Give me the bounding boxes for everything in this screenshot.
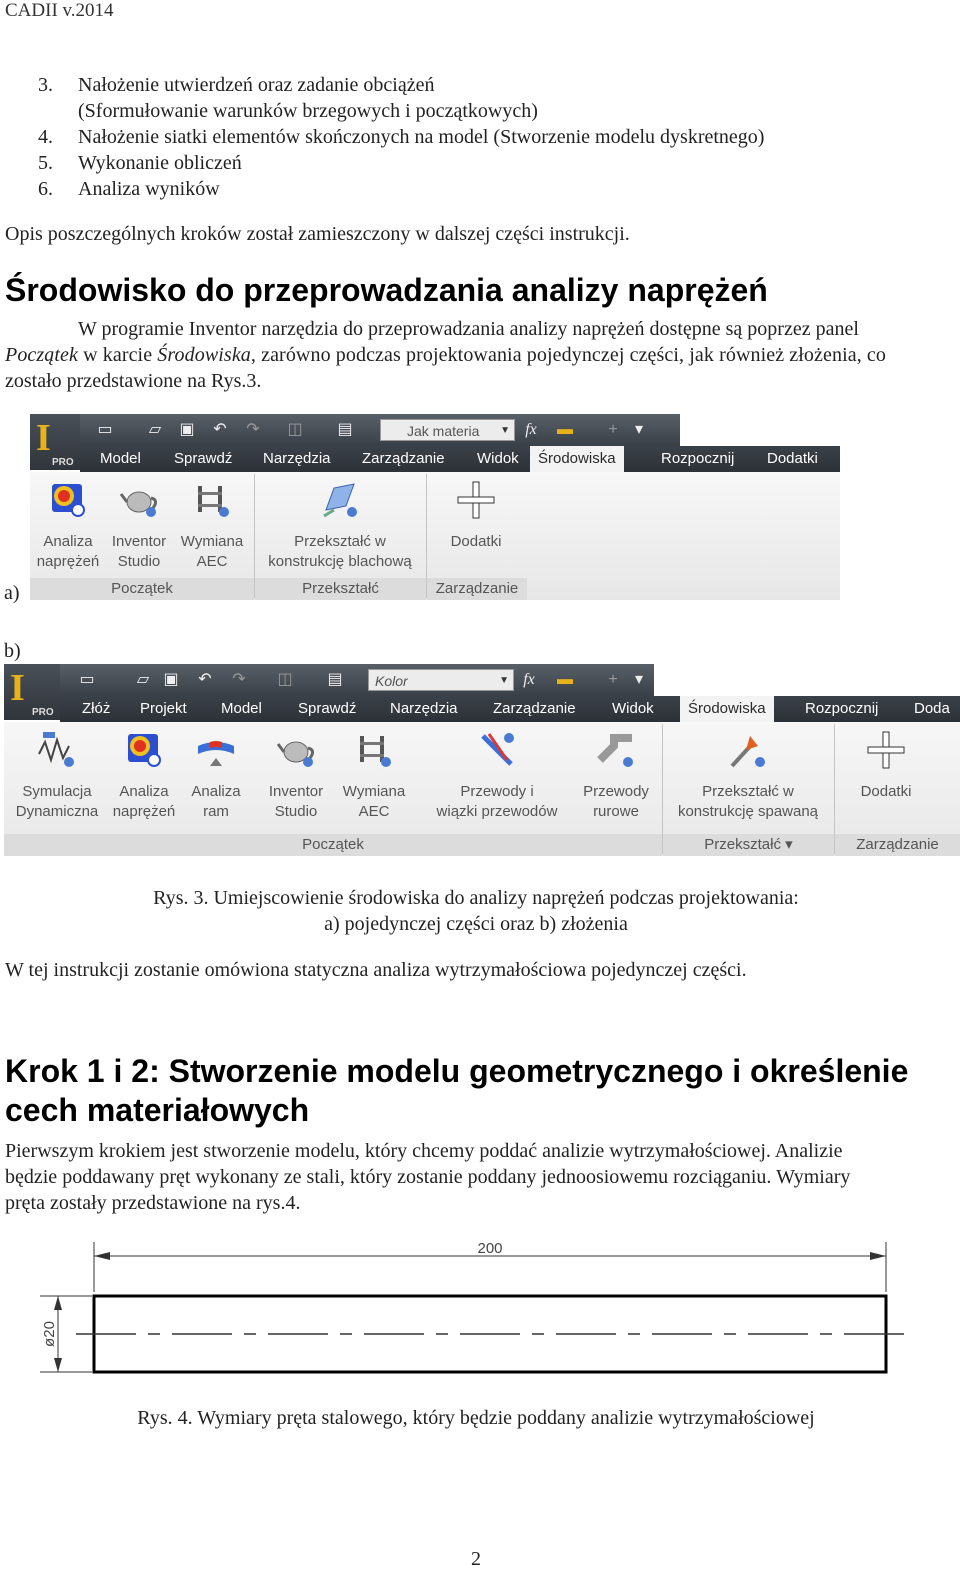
inventor-studio-button[interactable]: Inventor Studio (104, 480, 174, 572)
list-item: 5. Wykonanie obliczeń (38, 152, 242, 174)
tab-design[interactable]: Projekt (140, 700, 187, 717)
dynamic-simulation-icon (37, 730, 77, 770)
tab-get-started[interactable]: Rozpocznij (661, 450, 735, 467)
stress-analysis-icon (124, 730, 164, 770)
chevron-down-icon: ▼ (499, 675, 509, 686)
paragraph-line: będzie poddawany pręt wykonany ze stali, który zostanie poddany jednoosiowemu rozciąganiu. Wymiary (5, 1166, 851, 1188)
select-icon[interactable]: ▤ (327, 671, 343, 688)
tab-tools[interactable]: Narzędzia (263, 450, 331, 467)
list-item: 6. Analiza wyników (38, 178, 220, 200)
app-logo[interactable]: I PRO (30, 414, 80, 470)
tab-model[interactable]: Model (100, 450, 141, 467)
group-label-convert: Przekształć (255, 578, 426, 600)
tab-model[interactable]: Model (221, 700, 262, 717)
convert-weldment-button[interactable]: Przekształć w konstrukcję spawaną (664, 730, 832, 822)
page-number: 2 (471, 1548, 481, 1570)
heading-line: cech materiałowych (5, 1092, 310, 1128)
ribbon-a (30, 414, 840, 600)
group-label-manage: Zarządzanie (835, 834, 960, 856)
tab-inspect[interactable]: Sprawdź (298, 700, 357, 717)
paragraph-line: Pierwszym krokiem jest stworzenie modelu, który chcemy poddać analizie wytrzymałościowej. Analizie (5, 1140, 843, 1162)
weldment-icon (728, 730, 768, 770)
tube-pipe-icon (596, 730, 636, 770)
addins-button[interactable]: Dodatki (428, 480, 524, 552)
arrow-left-icon (94, 1252, 110, 1260)
undo-icon[interactable]: ↶ (213, 421, 227, 438)
convert-sheet-metal-button[interactable]: Przekształć w konstrukcję blachową (256, 480, 424, 572)
inventor-studio-button[interactable]: Inventor Studio (258, 730, 334, 822)
ribbon-tabs (60, 696, 960, 722)
paragraph-line: Początek w karcie Środowiska, zarówno podczas projektowania pojedynczej części, jak również złożenia, co (5, 344, 886, 366)
tab-manage[interactable]: Zarządzanie (362, 450, 445, 467)
tab-addins[interactable]: Doda (914, 700, 950, 717)
undo-icon[interactable]: ↶ (198, 671, 212, 688)
app-logo[interactable]: I PRO (4, 664, 60, 720)
group-label-manage: Zarządzanie (427, 578, 527, 600)
list-item: (Sformułowanie warunków brzegowych i początkowych) (78, 100, 538, 122)
cable-harness-icon (477, 730, 517, 770)
tab-get-started[interactable]: Rozpocznij (805, 700, 879, 717)
list-item: 4. Nałożenie siatki elementów skończonych na model (Stworzenie modelu dyskretnego) (38, 126, 765, 148)
stress-analysis-button[interactable]: Analiza naprężeń (108, 730, 180, 822)
update-icon[interactable]: ◫ (277, 671, 293, 688)
sheet-metal-icon (320, 480, 360, 520)
caption-line: Rys. 3. Umiejscowienie środowiska do analizy naprężeń podczas projektowania: (153, 887, 799, 909)
chevron-down-icon: ▼ (500, 425, 510, 436)
italic-tab-name: Środowiska (157, 344, 251, 366)
tube-pipe-button[interactable]: Przewody rurowe (574, 730, 658, 822)
paragraph-line: zostało przedstawione na Rys.3. (5, 370, 262, 392)
caption-line: a) pojedynczej części oraz b) złożenia (324, 913, 628, 935)
plus-icon (866, 730, 906, 770)
group-label-begin: Początek (4, 834, 662, 856)
tab-addins[interactable]: Dodatki (767, 450, 818, 467)
update-icon[interactable]: ◫ (287, 421, 303, 438)
fx-icon[interactable]: fx (525, 421, 537, 438)
customize-icon[interactable]: ▾ (634, 671, 644, 688)
redo-icon[interactable]: ↷ (232, 671, 246, 688)
fx-icon[interactable]: fx (523, 671, 535, 688)
intro-paragraph: Opis poszczególnych kroków został zamieszczony w dalszej części instrukcji. (5, 223, 630, 245)
ribbon-tabs (80, 446, 840, 472)
tab-inspect[interactable]: Sprawdź (174, 450, 233, 467)
frame-analysis-icon (196, 730, 236, 770)
section-heading (5, 1052, 908, 1130)
customize-icon[interactable]: ▾ (634, 421, 644, 438)
select-icon[interactable]: ▤ (337, 421, 353, 438)
tab-view[interactable]: Widok (477, 450, 519, 467)
stress-analysis-button[interactable]: Analiza naprężeń (32, 480, 104, 572)
tab-environments[interactable]: Środowiska (530, 446, 624, 472)
figure-3-caption (0, 885, 952, 937)
steps-list (38, 72, 918, 202)
new-file-icon[interactable]: ▭ (97, 421, 113, 438)
diameter-dimension-label: ø20 (41, 1321, 58, 1347)
tab-view[interactable]: Widok (612, 700, 654, 717)
arrow-down-icon (54, 1358, 62, 1372)
static-analysis-paragraph: W tej instrukcji zostanie omówiona statyczna analiza wytrzymałościowa pojedynczej części. (5, 959, 747, 981)
aec-exchange-icon (192, 480, 232, 520)
material-combo[interactable]: Jak materia ▼ (380, 419, 515, 441)
tab-environments[interactable]: Środowiska (680, 696, 774, 722)
paragraph-line: W programie Inventor narzędzia do przeprowadzania analizy naprężeń dostępne są poprzez panel (78, 318, 859, 340)
plus-icon[interactable]: + (608, 671, 618, 688)
stress-analysis-icon (48, 480, 88, 520)
save-icon[interactable]: ▣ (179, 421, 195, 438)
section-heading: Środowisko do przeprowadzania analizy naprężeń (5, 272, 768, 308)
length-dimension-label: 200 (477, 1240, 503, 1257)
rod-drawing (0, 1230, 960, 1390)
aec-exchange-button[interactable]: Wymiana AEC (334, 730, 414, 822)
tab-assemble[interactable]: Złóż (82, 700, 111, 717)
figure-label-b: b) (4, 640, 21, 662)
teapot-icon (119, 480, 159, 520)
new-file-icon[interactable]: ▭ (79, 671, 95, 688)
plus-icon (456, 480, 496, 520)
teapot-icon (276, 730, 316, 770)
cable-harness-button[interactable]: Przewody i wiązki przewodów (422, 730, 572, 822)
save-icon[interactable]: ▣ (163, 671, 179, 688)
heading-line: Krok 1 i 2: Stworzenie modelu geometrycznego i określenie (5, 1053, 909, 1089)
figure-label-a: a) (4, 582, 20, 604)
addins-button[interactable]: Dodatki (836, 730, 936, 802)
list-item: 3. Nałożenie utwierdzeń oraz zadanie obciążeń (38, 74, 435, 96)
group-label-begin: Początek (30, 578, 254, 600)
measure-icon[interactable]: ▬ (557, 421, 573, 438)
group-label-convert[interactable]: Przekształć ▾ (663, 834, 834, 856)
italic-panel-name: Początek (5, 344, 78, 366)
paragraph-line: pręta zostały przedstawione na rys.4. (5, 1192, 301, 1214)
ribbon-b (4, 664, 960, 856)
tab-manage[interactable]: Zarządzanie (493, 700, 576, 717)
figure-4-caption: Rys. 4. Wymiary pręta stalowego, który będzie poddany analizie wytrzymałościowej (137, 1407, 815, 1429)
frame-analysis-button[interactable]: Analiza ram (180, 730, 252, 822)
section1-paragraph (5, 316, 948, 394)
section2-paragraph (5, 1138, 950, 1216)
header-title: CADII v.2014 (5, 0, 114, 21)
open-folder-icon[interactable]: ▱ (136, 671, 150, 688)
arrow-up-icon (54, 1296, 62, 1310)
aec-exchange-button[interactable]: Wymiana AEC (174, 480, 250, 572)
aec-exchange-icon (354, 730, 394, 770)
dynamic-simulation-button[interactable]: Symulacja Dynamiczna (6, 730, 108, 822)
tab-tools[interactable]: Narzędzia (390, 700, 458, 717)
redo-icon[interactable]: ↷ (246, 421, 260, 438)
plus-icon[interactable]: + (608, 421, 618, 438)
arrow-right-icon (870, 1252, 886, 1260)
measure-icon[interactable]: ▬ (557, 671, 573, 688)
color-combo[interactable]: Kolor ▼ (368, 669, 514, 691)
open-folder-icon[interactable]: ▱ (148, 421, 162, 438)
